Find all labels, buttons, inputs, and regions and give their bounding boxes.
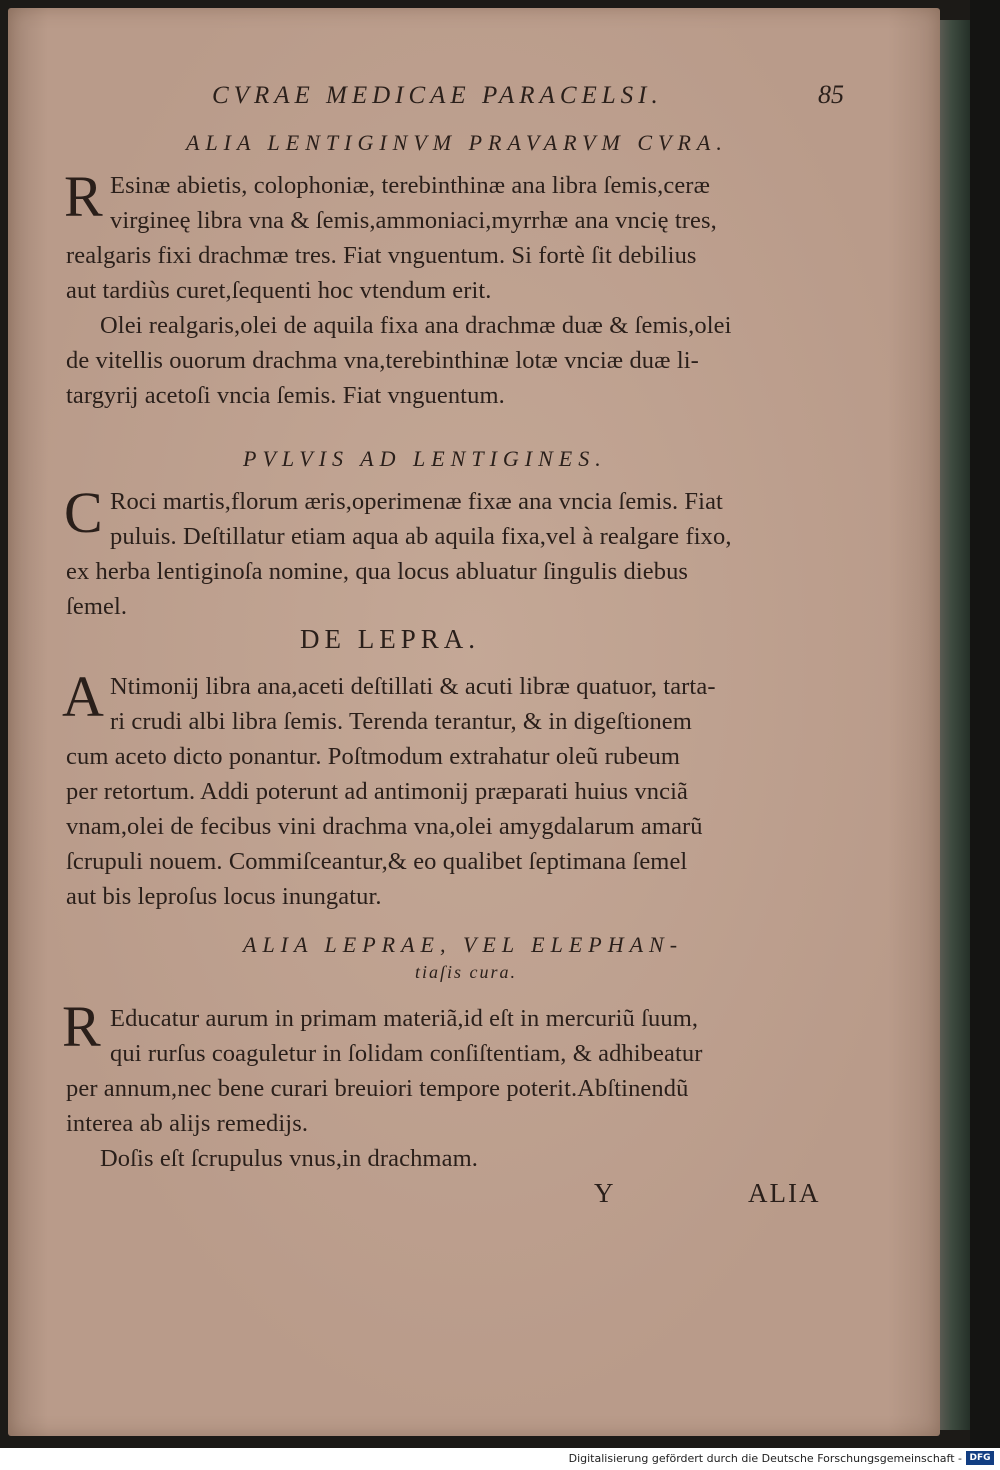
signature-mark: Y bbox=[594, 1178, 616, 1208]
text-line: de vitellis ouorum drachma vna,terebinthinæ lotæ vnciæ duæ li- bbox=[66, 347, 699, 374]
section-title-pulvis: PVLVIS AD LENTIGINES. bbox=[243, 446, 607, 471]
page-binding-edge bbox=[940, 20, 970, 1430]
text-line: per annum,nec bene curari breuiori tempore poterit.Abſtinendũ bbox=[66, 1075, 689, 1102]
text-line: Educatur aurum in primam materiã,id eſt in mercuriũ ſuum, bbox=[110, 1005, 699, 1032]
text-line: Doſis eſt ſcrupulus vnus,in drachmam. bbox=[100, 1145, 478, 1172]
text-line: Olei realgaris,olei de aquila fixa ana drachmæ duæ & ſemis,olei bbox=[100, 312, 732, 339]
page-number: 85 bbox=[818, 80, 844, 109]
text-line: Esinæ abietis, colophoniæ, terebinthinæ ana libra ſemis,ceræ bbox=[110, 172, 711, 199]
credit-text: Digitalisierung gefördert durch die Deutsche Forschungsgemeinschaft - bbox=[568, 1452, 962, 1465]
text-line: realgaris fixi drachmæ tres. Fiat vnguentum. Si fortè ſit debilius bbox=[66, 242, 697, 269]
dfg-logo: DFG bbox=[966, 1451, 994, 1465]
scan-border bbox=[970, 0, 1000, 1448]
credit-bar bbox=[0, 1448, 1000, 1470]
section-title-continuation: tiaſis cura. bbox=[415, 962, 518, 982]
text-line: targyrij acetoſi vncia ſemis. Fiat vnguentum. bbox=[66, 382, 505, 409]
text-line: ri crudi albi libra ſemis. Terenda terantur, & in digeſtionem bbox=[110, 708, 692, 735]
text-line: ſemel. bbox=[66, 593, 128, 620]
text-line: interea ab alijs remedijs. bbox=[66, 1110, 309, 1137]
text-line: Ntimonij libra ana,aceti deſtillati & acuti libræ quatuor, tarta- bbox=[110, 673, 716, 700]
text-line: aut bis leproſus locus inungatur. bbox=[66, 883, 382, 910]
text-line: virgineę libra vna & ſemis,ammoniaci,myrrhæ ana vncię tres, bbox=[110, 207, 717, 234]
text-line: qui rurſus coaguletur in ſolidam conſiſtentiam, & adhibeatur bbox=[110, 1040, 703, 1067]
text-line: puluis. Deſtillatur etiam aqua ab aquila fixa,vel à realgare fixo, bbox=[110, 523, 732, 550]
text-line: ex herba lentiginoſa nomine, qua locus abluatur ſingulis diebus bbox=[66, 558, 689, 585]
drop-cap-c: C bbox=[64, 480, 103, 545]
section-title-alia-leprae: ALIA LEPRAE, VEL ELEPHAN- bbox=[243, 932, 684, 957]
running-head-title: CVRAE MEDICAE PARACELSI. bbox=[212, 82, 663, 109]
text-line: vnam,olei de fecibus vini drachma vna,olei amygdalarum amarũ bbox=[66, 813, 703, 840]
text-line: Roci martis,florum æris,operimenæ fixæ ana vncia ſemis. Fiat bbox=[110, 488, 723, 515]
section-title-alia-lentiginum: ALIA LENTIGINVM PRAVARVM CVRA. bbox=[186, 130, 728, 155]
drop-cap-r: R bbox=[62, 994, 101, 1059]
text-line: aut tardiùs curet,ſequenti hoc vtendum erit. bbox=[66, 277, 492, 304]
drop-cap-a: A bbox=[62, 664, 104, 729]
catchword: ALIA bbox=[748, 1178, 821, 1208]
text-line: per retortum. Addi poterunt ad antimonij præparati huius vnciã bbox=[66, 778, 688, 805]
drop-cap-r: R bbox=[64, 164, 103, 229]
text-line: cum aceto dicto ponantur. Poſtmodum extrahatur oleũ rubeum bbox=[66, 743, 681, 770]
text-line: ſcrupuli nouem. Commiſceantur,& eo qualibet ſeptimana ſemel bbox=[66, 848, 688, 875]
section-title-de-lepra: DE LEPRA. bbox=[300, 624, 480, 654]
